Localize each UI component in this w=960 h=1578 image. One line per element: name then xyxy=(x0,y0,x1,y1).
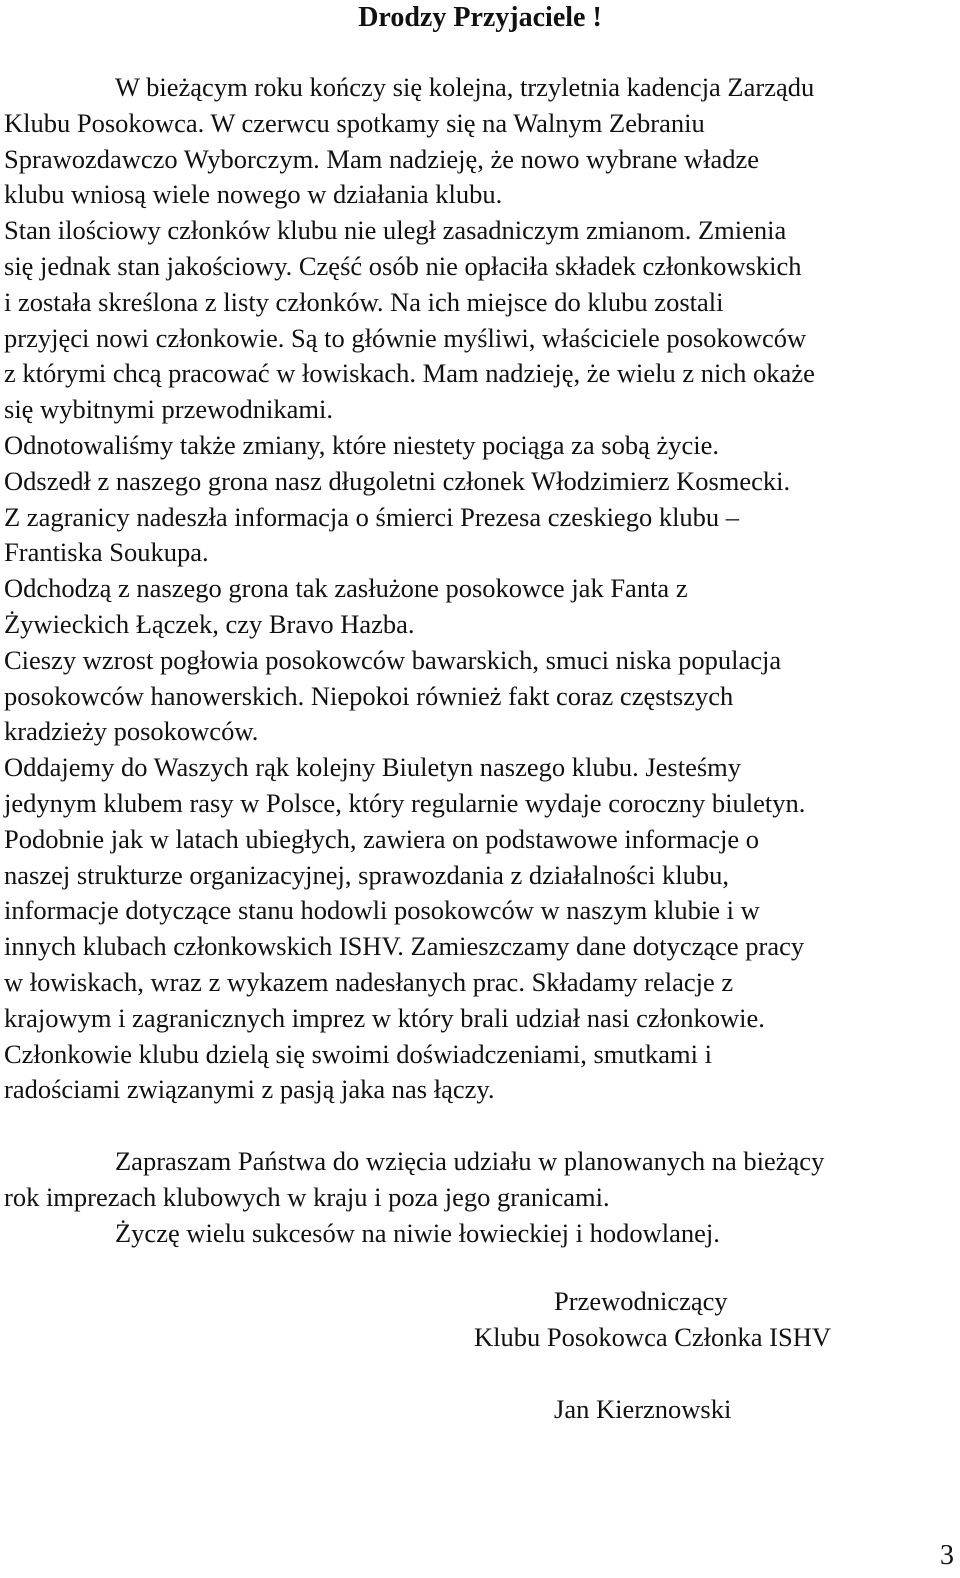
body-line: Stan ilościowy członków klubu nie uległ zasadniczym zmianom. Zmienia xyxy=(4,215,787,246)
body-line: Cieszy wzrost pogłowia posokowców bawarskich, smuci niska populacja xyxy=(4,644,782,675)
body-line: jedynym klubem rasy w Polsce, który regularnie wydaje coroczny biuletyn. xyxy=(4,787,806,818)
body-line: Zapraszam Państwa do wzięcia udziału w planowanych na bieżący xyxy=(115,1145,825,1176)
body-line: Frantiska Soukupa. xyxy=(4,537,209,568)
blank-line xyxy=(4,1108,956,1144)
body-line: Podobnie jak w latach ubiegłych, zawiera on podstawowe informacje o xyxy=(4,823,760,854)
body-line: innych klubach członkowskich ISHV. Zamieszczamy dane dotyczące pracy xyxy=(4,931,805,962)
body-line: W bieżącym roku kończy się kolejna, trzyletnia kadencja Zarządu xyxy=(115,72,815,102)
body-line: się jednak stan jakościowy. Część osób nie opłaciła składek członkowskich xyxy=(4,250,802,281)
body-line: Z zagranicy nadeszła informacja o śmierci Prezesa czeskiego klubu – xyxy=(4,501,740,532)
body-line: radościami związanymi z pasją jaka nas łączy. xyxy=(4,1074,495,1105)
body-line: Odchodzą z naszego grona tak zasłużone posokowce jak Fanta z xyxy=(4,573,688,604)
body-line: naszej strukturze organizacyjnej, sprawozdania z działalności klubu, xyxy=(4,859,730,890)
body-line: Żywieckich Łączek, czy Bravo Hazba. xyxy=(4,608,415,639)
letter-body xyxy=(4,70,956,1251)
body-line: Oddajemy do Waszych rąk kolejny Biuletyn naszego klubu. Jesteśmy xyxy=(4,752,742,783)
body-line: Członkowie klubu dzielą się swoimi doświadczeniami, smutkami i xyxy=(4,1038,713,1069)
body-line: z którymi chcą pracować w łowiskach. Mam nadzieję, że wielu z nich okaże xyxy=(4,358,815,389)
signature-name: Jan Kierznowski xyxy=(554,1394,732,1424)
body-line: kradzieży posokowców. xyxy=(4,716,259,747)
body-line: rok imprezach klubowych w kraju i poza jego granicami. xyxy=(4,1181,610,1212)
body-line: Życzę wielu sukcesów na niwie łowieckiej i hodowlanej. xyxy=(115,1217,720,1248)
body-line: Odnotowaliśmy także zmiany, które niestety pociąga za sobą życie. xyxy=(4,429,719,460)
signature-role: Przewodniczący xyxy=(554,1286,728,1316)
body-line: klubu wniosą wiele nowego w działania klubu. xyxy=(4,179,503,210)
body-line: posokowców hanowerskich. Niepokoi również fakt coraz częstszych xyxy=(4,680,734,711)
body-line: w łowiskach, wraz z wykazem nadesłanych prac. Składamy relacje z xyxy=(4,966,734,997)
body-line: się wybitnymi przewodnikami. xyxy=(4,394,333,425)
body-line: Odszedł z naszego grona nasz długoletni członek Włodzimierz Kosmecki. xyxy=(4,465,791,496)
body-line: informacje dotyczące stanu hodowli posokowców w naszym klubie i w xyxy=(4,895,760,926)
body-line: Klubu Posokowca. W czerwcu spotkamy się na Walnym Zebraniu xyxy=(4,107,705,138)
page-number: 3 xyxy=(940,1540,954,1571)
body-line: Sprawozdawczo Wyborczym. Mam nadzieję, że nowo wybrane władze xyxy=(4,143,760,174)
body-line: krajowym i zagranicznych imprez w który brali udział nasi członkowie. xyxy=(4,1002,765,1033)
letter-title: Drodzy Przyjaciele ! xyxy=(358,2,602,33)
signature-club: Klubu Posokowca Członka ISHV xyxy=(474,1322,831,1352)
body-line: przyjęci nowi członkowie. Są to głównie myśliwi, właściciele posokowców xyxy=(4,322,807,353)
body-line: i została skreślona z listy członków. Na ich miejsce do klubu zostali xyxy=(4,286,724,317)
